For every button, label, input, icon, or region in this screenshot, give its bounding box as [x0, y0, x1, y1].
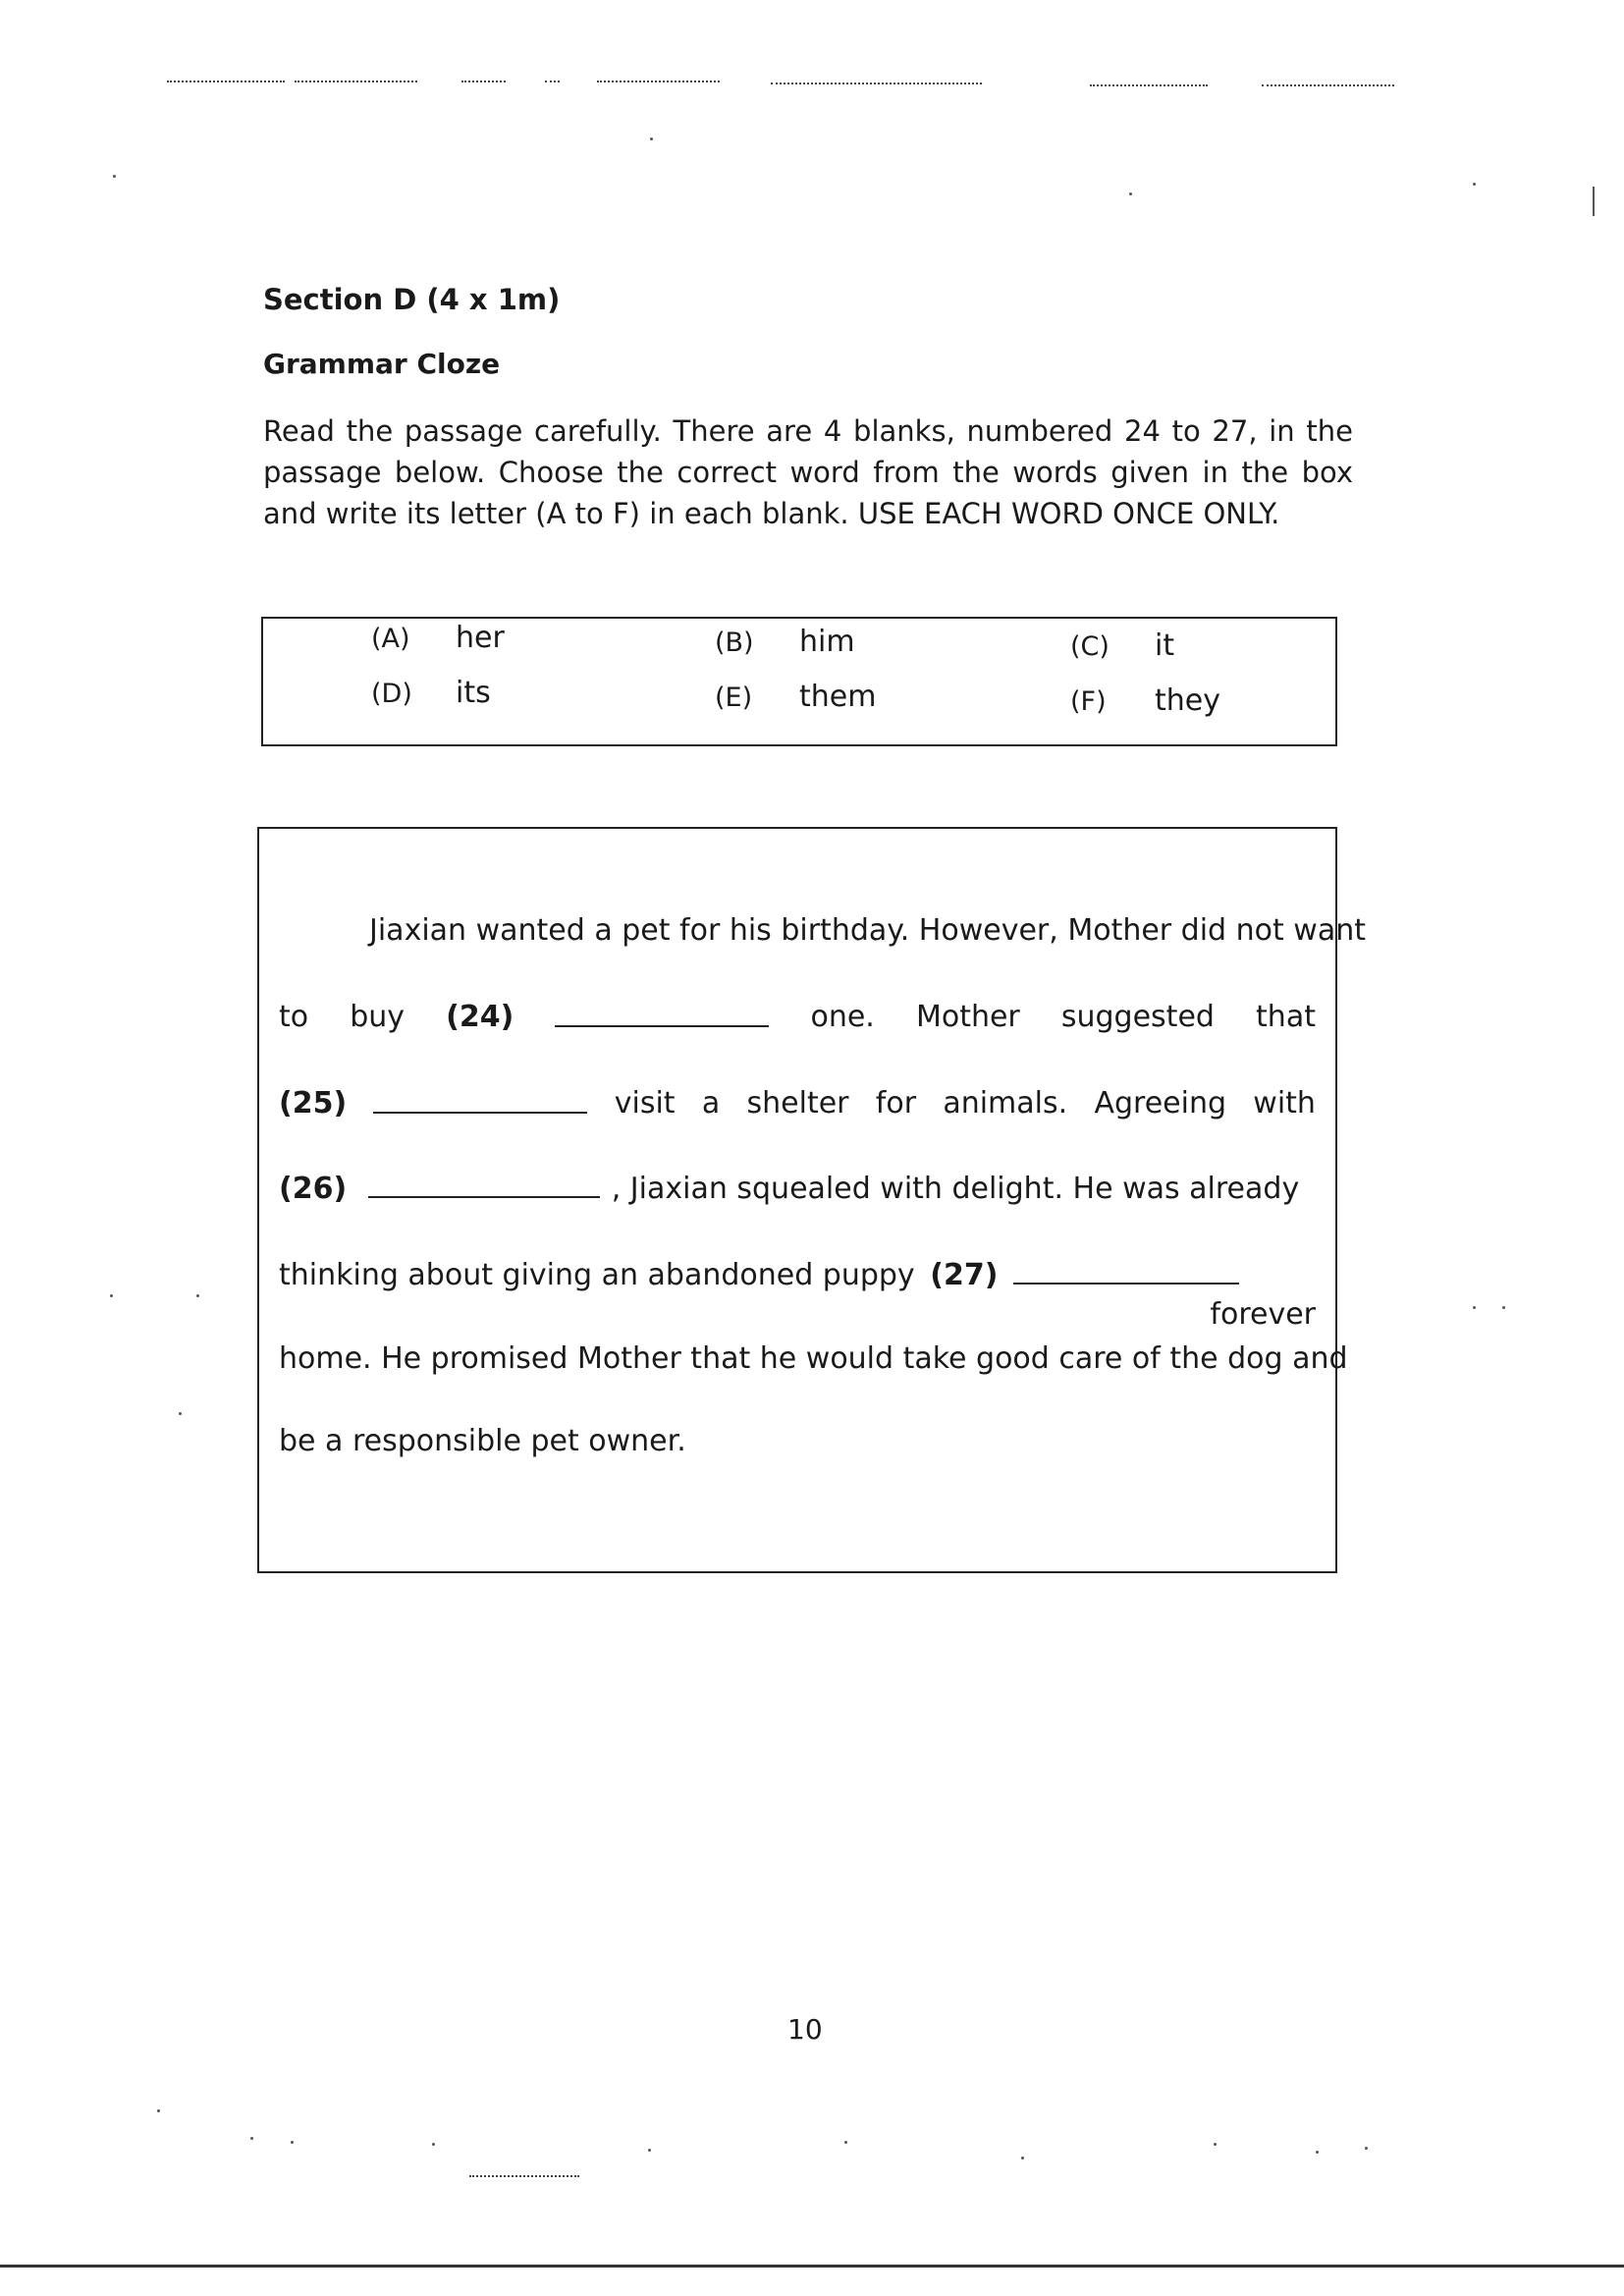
scan-artifact-dot	[113, 175, 116, 178]
passage-word: to	[279, 1000, 309, 1034]
passage-text: home. He promised Mother that he would take good care of the dog and	[279, 1341, 1348, 1376]
scan-artifact-dot	[110, 1294, 113, 1297]
option-letter: (C)	[1070, 631, 1110, 662]
scan-artifact-dot	[1473, 183, 1476, 186]
answer-blank-26[interactable]	[368, 1169, 600, 1198]
option-letter: (A)	[371, 624, 410, 654]
passage-text: thinking about giving an abandoned puppy	[279, 1258, 915, 1292]
passage-line-3	[279, 1084, 1316, 1123]
option-letter: (F)	[1070, 686, 1107, 717]
option-d	[371, 676, 491, 710]
scan-artifact-dot	[179, 1412, 182, 1415]
instructions-text: Read the passage carefully. There are 4 blanks, numbered 24 to 27, in the passage below. Choose the correct word from the words given in the box and write its letter (A to F) in each blank. USE EACH WORD ONCE ONLY.	[263, 414, 1353, 530]
scan-artifact-dot	[648, 2149, 651, 2152]
option-word: it	[1155, 629, 1175, 663]
section-subtitle: Grammar Cloze	[263, 348, 501, 380]
passage-line-1	[279, 911, 1366, 951]
word-options-box	[261, 617, 1337, 746]
option-word: him	[799, 625, 855, 659]
passage-word: shelter	[746, 1086, 849, 1121]
option-a	[371, 621, 505, 655]
scan-artifact-dot	[1502, 1306, 1505, 1309]
scan-artifact-dot	[1214, 2143, 1217, 2146]
option-f	[1070, 683, 1220, 718]
option-c	[1070, 629, 1174, 663]
scan-artifact-dot	[250, 2137, 253, 2140]
scan-artifact-dot	[196, 1294, 199, 1297]
passage-box	[257, 827, 1366, 1573]
scan-artifact-line	[469, 2175, 579, 2177]
scan-artifact-dot	[432, 2143, 435, 2146]
question-number-27: (27)	[930, 1258, 999, 1292]
bottom-rule	[0, 2265, 1624, 2268]
page-number: 10	[787, 2013, 823, 2046]
scan-artifact-dot	[844, 2141, 847, 2144]
passage-word: for	[875, 1086, 917, 1121]
passage-word: that	[1256, 1000, 1316, 1034]
passage-word: animals.	[943, 1086, 1068, 1121]
scan-artifact-dot	[157, 2109, 160, 2112]
scan-artifact-dot	[1473, 1306, 1476, 1309]
scan-artifact-dot	[1593, 187, 1595, 216]
scan-artifact-line	[597, 81, 720, 82]
scan-artifact-dot	[650, 137, 653, 140]
passage-word: a	[701, 1086, 721, 1121]
passage-line-4	[279, 1169, 1316, 1208]
scan-artifact-line	[545, 81, 560, 82]
passage-text: be a responsible pet owner.	[279, 1424, 686, 1458]
passage-line-5	[279, 1255, 1316, 1332]
option-word: they	[1155, 683, 1220, 718]
passage-word: one.	[810, 1000, 875, 1034]
passage-text: Jiaxian wanted a pet for his birthday. However, Mother did not want	[369, 913, 1366, 948]
answer-blank-27[interactable]	[1013, 1255, 1239, 1285]
scan-artifact-dot	[1365, 2147, 1368, 2150]
passage-line-2	[279, 998, 1316, 1037]
answer-blank-24[interactable]	[555, 998, 769, 1027]
scan-artifact-line	[771, 82, 982, 84]
question-number-26: (26)	[279, 1172, 348, 1206]
answer-blank-25[interactable]	[373, 1084, 587, 1114]
scan-artifact-line	[167, 81, 285, 82]
scan-artifact-line	[295, 81, 417, 82]
scan-artifact-dot	[1316, 2151, 1319, 2154]
option-word: her	[456, 621, 505, 655]
scan-artifact-dot	[1129, 192, 1132, 195]
passage-word: Mother	[915, 1000, 1020, 1034]
question-number-25: (25)	[279, 1086, 348, 1121]
section-title: Section D (4 x 1m)	[263, 283, 561, 316]
option-word: them	[799, 680, 877, 714]
option-b	[715, 625, 855, 659]
question-number-24: (24)	[446, 1000, 514, 1034]
passage-line-7	[279, 1422, 1316, 1461]
passage-word: with	[1253, 1086, 1316, 1121]
option-letter: (B)	[715, 628, 754, 658]
scan-artifact-line	[1262, 84, 1394, 86]
passage-word: buy	[350, 1000, 406, 1034]
passage-word: visit	[614, 1086, 676, 1121]
passage-line-6	[279, 1339, 1348, 1379]
scan-artifact-dot	[291, 2141, 294, 2144]
scan-artifact-line	[461, 81, 506, 82]
passage-text: , Jiaxian squealed with delight. He was already	[611, 1172, 1300, 1206]
passage-word: forever	[1210, 1297, 1316, 1332]
option-letter: (D)	[371, 679, 412, 709]
scan-artifact-dot	[1021, 2157, 1024, 2159]
passage-word: suggested	[1060, 1000, 1215, 1034]
option-word: its	[456, 676, 491, 710]
scan-artifact-line	[1090, 84, 1208, 86]
passage-word: Agreeing	[1094, 1086, 1226, 1121]
option-e	[715, 680, 876, 714]
option-letter: (E)	[715, 683, 753, 713]
